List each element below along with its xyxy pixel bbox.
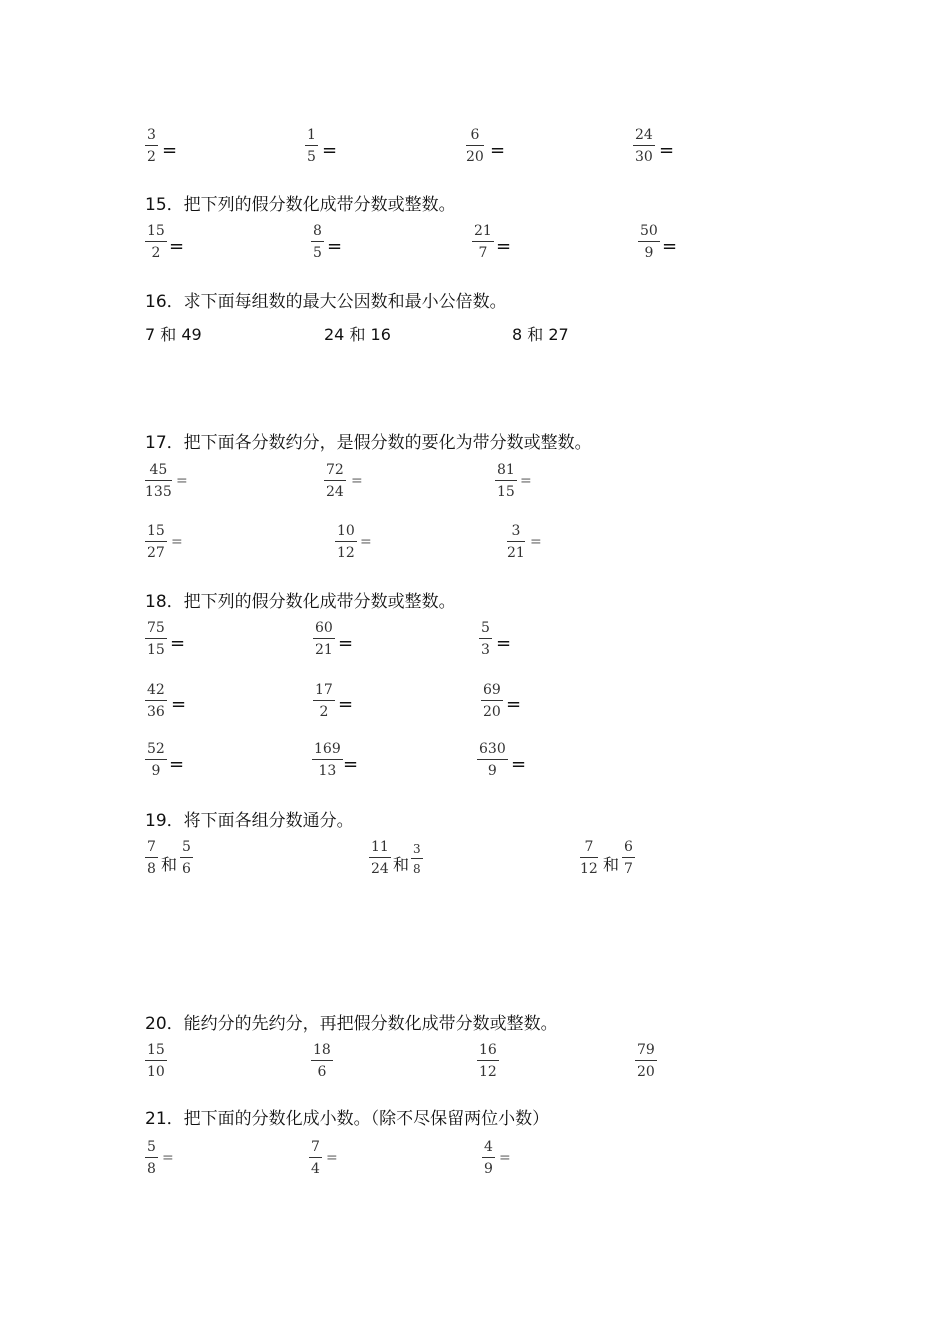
denominator: 15 [497,484,515,500]
equals-sign: = [169,754,185,775]
question-18-title: 18．把下列的假分数化成带分数或整数。 [145,592,456,612]
numerator: 6 [624,839,633,855]
fraction [580,840,598,876]
fraction [312,742,343,778]
equals-sign: = [176,473,188,489]
fraction [622,840,635,876]
equals-sign: = [171,694,187,715]
equals-sign: = [338,694,354,715]
equals-sign: = [351,473,363,489]
numerator: 11 [371,839,389,855]
fraction [479,621,492,657]
fraction [638,224,660,260]
numerator: 72 [326,462,344,478]
denominator: 21 [507,545,525,561]
fraction [369,840,391,876]
denominator: 24 [326,484,344,500]
numerator: 18 [313,1042,331,1058]
denominator: 9 [151,763,161,779]
numerator: 81 [497,462,515,478]
fraction [145,524,167,560]
question-21-title: 21．把下面的分数化成小数。（除不尽保留两位小数） [145,1109,550,1129]
fraction [313,683,335,719]
denominator: 9 [644,245,654,261]
numerator: 10 [337,523,355,539]
fraction [145,1043,167,1079]
numerator: 50 [640,223,658,239]
numerator: 24 [635,127,653,143]
numerator: 16 [479,1042,497,1058]
fraction [313,621,335,657]
equals-sign: = [499,1150,511,1166]
numerator: 42 [147,682,165,698]
equals-sign: = [506,694,522,715]
denominator: 27 [147,545,165,561]
numerator: 1 [307,127,316,143]
fraction [466,128,484,164]
denominator: 12 [580,861,598,877]
equals-sign: = [659,140,675,161]
denominator: 5 [313,245,322,261]
equals-sign: = [327,236,343,257]
fraction [311,224,324,260]
denominator: 10 [147,1064,165,1080]
fraction [482,1140,495,1176]
numerator: 79 [637,1042,655,1058]
denominator: 20 [466,149,484,165]
fraction [477,742,508,778]
number-pair: 24 和 16 [324,325,391,344]
equals-sign: = [343,754,359,775]
denominator: 9 [487,763,497,779]
denominator: 36 [147,704,165,720]
question-15-title: 15．把下列的假分数化成带分数或整数。 [145,195,456,215]
fraction [335,524,357,560]
denominator: 8 [147,1161,156,1177]
numerator: 5 [481,620,490,636]
numerator: 5 [147,1139,156,1155]
fraction [472,224,494,260]
numerator: 21 [474,223,492,239]
equals-sign: = [530,534,542,550]
equals-sign: = [338,633,354,654]
denominator: 21 [315,642,333,658]
numerator: 3 [511,523,521,539]
fraction [145,840,158,876]
question-19-title: 19．将下面各组分数通分。 [145,811,354,831]
numerator: 7 [311,1139,320,1155]
numerator: 4 [484,1139,493,1155]
fraction [145,463,172,499]
numerator: 5 [182,839,191,855]
fraction [145,683,167,719]
denominator: 135 [145,484,172,500]
fraction [633,128,655,164]
numerator: 52 [147,741,165,757]
fraction [481,683,503,719]
denominator: 8 [413,862,421,876]
numerator: 17 [315,682,333,698]
numerator: 69 [483,682,501,698]
numerator: 45 [149,462,168,478]
denominator: 20 [637,1064,655,1080]
equals-sign: = [662,236,678,257]
denominator: 4 [311,1161,320,1177]
numerator: 630 [479,741,506,757]
numerator: 15 [147,223,165,239]
denominator: 8 [147,861,156,877]
fraction [477,1043,499,1079]
fraction [309,1140,322,1176]
denominator: 12 [479,1064,497,1080]
fraction [305,128,318,164]
equals-sign: = [326,1150,338,1166]
number-pair: 7 和 49 [145,325,202,344]
equals-sign: = [162,140,178,161]
denominator: 30 [635,149,653,165]
equals-sign: = [322,140,338,161]
equals-sign: = [169,236,185,257]
numerator: 15 [147,1042,165,1058]
equals-sign: = [171,534,183,550]
denominator: 24 [371,861,389,877]
equals-sign: = [511,754,527,775]
equals-sign: = [520,473,532,489]
denominator: 6 [182,861,191,877]
fraction [495,463,517,499]
equals-sign: = [170,633,186,654]
number-pair: 8 和 27 [512,325,569,344]
and-label: 和 [603,855,620,874]
equals-sign: = [162,1150,174,1166]
question-20-title: 20．能约分的先约分，再把假分数化成带分数或整数。 [145,1014,558,1034]
fraction [635,1043,657,1079]
fraction [411,843,423,875]
denominator: 2 [147,149,156,165]
question-16-title: 16．求下面每组数的最大公因数和最小公倍数。 [145,292,507,312]
equals-sign: = [360,534,372,550]
numerator: 169 [314,741,341,757]
question-17-title: 17．把下面各分数约分，是假分数的要化为带分数或整数。 [145,433,592,453]
equals-sign: = [490,140,506,161]
denominator: 2 [319,704,329,720]
denominator: 3 [481,642,490,658]
fraction [145,128,158,164]
denominator: 7 [478,245,488,261]
numerator: 8 [313,223,322,239]
fraction [180,840,193,876]
numerator: 15 [147,523,165,539]
numerator: 7 [584,839,594,855]
fraction [145,224,167,260]
and-label: 和 [161,855,178,874]
numerator: 75 [147,620,165,636]
denominator: 15 [147,642,165,658]
fraction [324,463,346,499]
equals-sign: = [496,633,512,654]
denominator: 7 [624,861,633,877]
denominator: 6 [317,1064,327,1080]
and-label: 和 [393,855,410,874]
equals-sign: = [496,236,512,257]
fraction [145,742,167,778]
fraction [145,1140,158,1176]
denominator: 13 [318,763,337,779]
numerator: 3 [147,127,156,143]
fraction [145,621,167,657]
numerator: 3 [413,842,421,856]
numerator: 6 [470,127,480,143]
denominator: 9 [484,1161,493,1177]
numerator: 60 [315,620,333,636]
denominator: 5 [307,149,316,165]
fraction [311,1043,333,1079]
fraction [507,524,525,560]
denominator: 12 [337,545,355,561]
numerator: 7 [147,839,156,855]
denominator: 20 [483,704,501,720]
denominator: 2 [151,245,161,261]
